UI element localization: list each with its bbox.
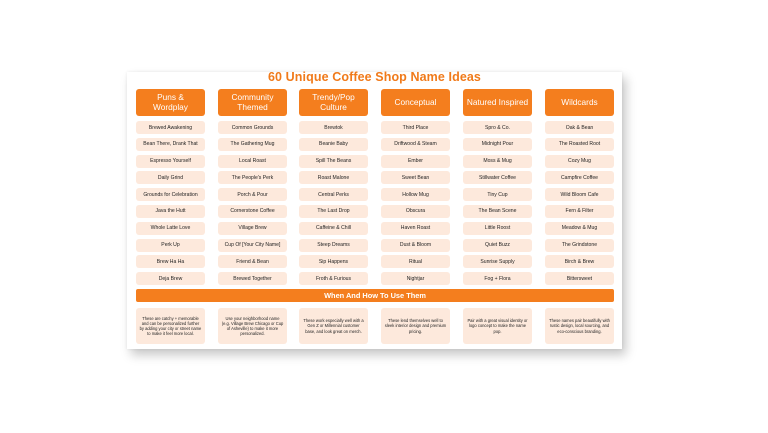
name-item: Birch & Brew (545, 255, 614, 268)
name-item: Moss & Mug (463, 155, 532, 168)
name-item: Grounds for Celebration (136, 188, 205, 201)
name-item: Caffeine & Chill (299, 222, 368, 235)
name-item: The Gathering Mug (218, 138, 287, 151)
name-item: Java the Hutt (136, 205, 205, 218)
name-item: Midnight Pour (463, 138, 532, 151)
name-item: Village Brew (218, 222, 287, 235)
name-item: The Grindstone (545, 239, 614, 252)
name-item: Whole Latte Love (136, 222, 205, 235)
name-item: Perk Up (136, 239, 205, 252)
name-item: Sip Happens (299, 255, 368, 268)
name-item: Sweet Bean (381, 171, 450, 184)
name-item: Local Roast (218, 155, 287, 168)
name-item: Sunrise Supply (463, 255, 532, 268)
name-list (218, 121, 287, 285)
name-item: Tiny Cup (463, 188, 532, 201)
name-item: Daily Grind (136, 171, 205, 184)
column-1 (218, 89, 287, 289)
usage-note: These lend themselves well to sleek interior design and premium pricing. (381, 308, 450, 344)
name-item: Fern & Filter (545, 205, 614, 218)
name-item: Driftwood & Steam (381, 138, 450, 151)
column-2 (299, 89, 368, 289)
name-list (463, 121, 532, 285)
name-item: Bittersweet (545, 272, 614, 285)
column-header: Natured Inspired (463, 89, 532, 116)
name-list (545, 121, 614, 285)
name-item: Campfire Coffee (545, 171, 614, 184)
usage-note: Use your neighborhood name (e.g. Village Brew Chicago or Cup of Asheville) to make it more personalized. (218, 308, 287, 344)
name-item: Ember (381, 155, 450, 168)
usage-band: When And How To Use Them (136, 289, 614, 302)
column-header: Community Themed (218, 89, 287, 116)
name-item: The Bean Scene (463, 205, 532, 218)
name-item: Common Grounds (218, 121, 287, 134)
name-item: Haven Roast (381, 222, 450, 235)
name-item: Wild Bloom Cafe (545, 188, 614, 201)
name-item: Oak & Bean (545, 121, 614, 134)
name-item: Fog + Flora (463, 272, 532, 285)
column-header: Trendy/Pop Culture (299, 89, 368, 116)
name-item: Brewed Together (218, 272, 287, 285)
name-item: Cup Of [Your City Name] (218, 239, 287, 252)
name-item: Brewtok (299, 121, 368, 134)
name-item: Meadow & Mug (545, 222, 614, 235)
name-item: Little Roost (463, 222, 532, 235)
name-item: Central Perks (299, 188, 368, 201)
name-item: Obscura (381, 205, 450, 218)
name-item: Stillwater Coffee (463, 171, 532, 184)
name-item: Spill The Beans (299, 155, 368, 168)
name-item: Beanie Baby (299, 138, 368, 151)
column-4 (463, 89, 532, 289)
name-item: Brew Ha Ha (136, 255, 205, 268)
column-0 (136, 89, 205, 289)
name-item: Brewed Awakening (136, 121, 205, 134)
column-header: Wildcards (545, 89, 614, 116)
name-item: Froth & Furious (299, 272, 368, 285)
name-item: Steep Dreams (299, 239, 368, 252)
usage-note: These names pair beautifully with rustic design, local sourcing, and eco-conscious branding. (545, 308, 614, 344)
name-item: Ritual (381, 255, 450, 268)
name-item: Deja Brew (136, 272, 205, 285)
name-item: Friend & Bean (218, 255, 287, 268)
name-item: Hollow Mug (381, 188, 450, 201)
page-title: 60 Unique Coffee Shop Name Ideas (268, 70, 481, 84)
usage-note: These are catchy + memorable and can be personalized further by adding your city or street name to make it feel more local. (136, 308, 205, 344)
name-item: Third Place (381, 121, 450, 134)
name-item: Espresso Yourself (136, 155, 205, 168)
name-item: Nightjar (381, 272, 450, 285)
name-item: The Last Drop (299, 205, 368, 218)
name-item: Porch & Pour (218, 188, 287, 201)
column-header: Conceptual (381, 89, 450, 116)
name-item: Spro & Co. (463, 121, 532, 134)
name-item: Quiet Buzz (463, 239, 532, 252)
name-item: The People's Perk (218, 171, 287, 184)
name-item: Bean There, Drank That (136, 138, 205, 151)
usage-note: Pair with a great visual identity or logo concept to make the name pop. (463, 308, 532, 344)
name-list (299, 121, 368, 285)
name-item: Roast Malone (299, 171, 368, 184)
name-item: Cornerstone Coffee (218, 205, 287, 218)
name-item: Dust & Bloom (381, 239, 450, 252)
usage-note: These work especially well with a Gen Z or Millennial customer base, and look great on merch. (299, 308, 368, 344)
column-5 (545, 89, 614, 289)
column-header: Puns & Wordplay (136, 89, 205, 116)
name-item: Cozy Mug (545, 155, 614, 168)
name-list (381, 121, 450, 285)
column-3 (381, 89, 450, 289)
name-list (136, 121, 205, 285)
name-item: The Roasted Root (545, 138, 614, 151)
